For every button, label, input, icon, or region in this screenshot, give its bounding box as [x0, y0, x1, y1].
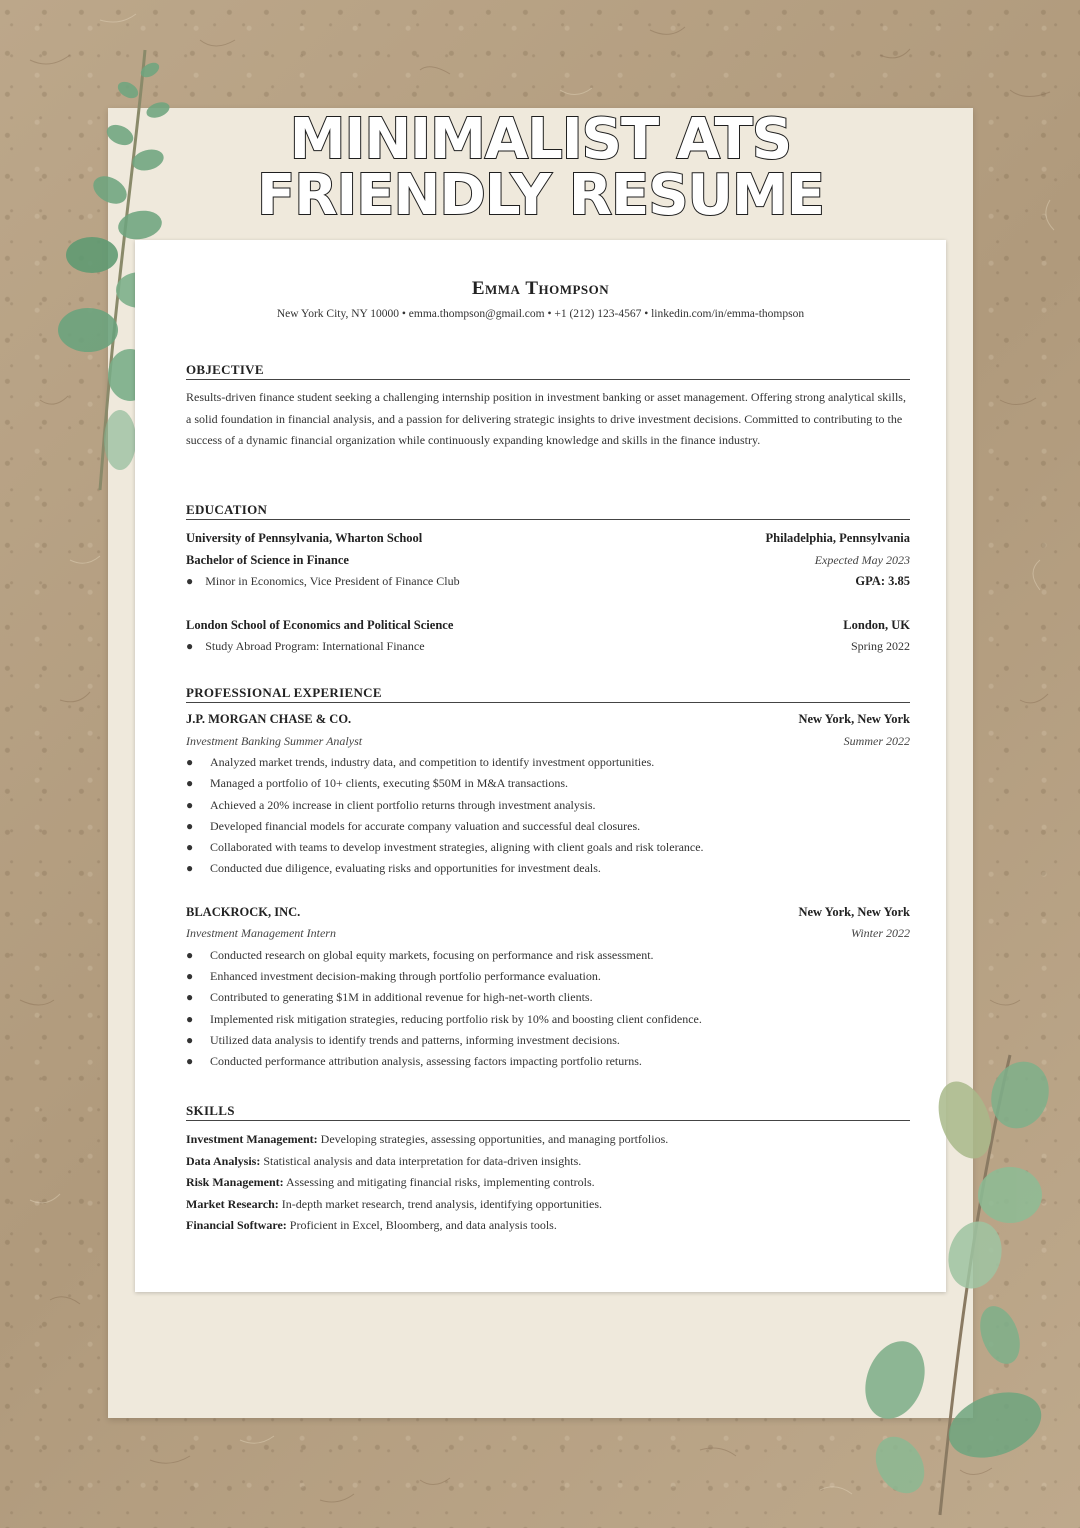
- section-title: EDUCATION: [186, 502, 910, 520]
- skill-line: Risk Management: Assessing and mitigating financial risks, implementing controls.: [186, 1175, 595, 1189]
- education-row: [186, 615, 910, 637]
- job-subheader: [186, 731, 910, 753]
- education-row: [186, 528, 910, 550]
- job-bullet: ● Analyzed market trends, industry data, and competition to identify investment opportunities.: [186, 755, 655, 769]
- job-bullet: ● Developed financial models for accurate company valuation and successful deal closures.: [186, 818, 641, 833]
- job-location: New York, New York: [798, 904, 910, 919]
- job-location: New York, New York: [798, 712, 910, 726]
- resume-sheet: [135, 240, 946, 1292]
- job-bullet: ● Conducted research on global equity markets, focusing on performance and risk assessment.: [186, 947, 654, 962]
- section-title: OBJECTIVE: [186, 362, 910, 380]
- job-role: Investment Banking Summer Analyst: [186, 733, 363, 748]
- education-bullet: ● Minor in Economics, Vice President of Finance Club: [186, 574, 460, 588]
- skill-line: Investment Management: Developing strategies, assessing opportunities, and managing portfolios.: [186, 1132, 669, 1146]
- job-bullet: ● Implemented risk mitigation strategies, reducing portfolio risk by 10% and boosting client confidence.: [186, 1011, 702, 1026]
- job-subheader: [186, 923, 910, 945]
- job-header: [186, 902, 910, 924]
- degree: Bachelor of Science in Finance: [186, 552, 349, 567]
- skill-line: Financial Software: Proficient in Excel, Bloomberg, and data analysis tools.: [186, 1218, 557, 1232]
- banner-title: [108, 107, 973, 228]
- skill-line: Data Analysis: Statistical analysis and data interpretation for data-driven insights.: [186, 1153, 582, 1168]
- education-section: [186, 502, 910, 658]
- banner-line-2: FRIENDLY RESUME: [257, 163, 824, 228]
- banner-line-1: MINIMALIST ATS: [289, 107, 792, 172]
- objective-section: [186, 362, 910, 452]
- education-row: [186, 550, 910, 572]
- experience-section: [186, 685, 910, 1073]
- job-bullet: ● Conducted due diligence, evaluating risks and opportunities for investment deals.: [186, 861, 601, 876]
- job-bullet: ● Managed a portfolio of 10+ clients, executing $50M in M&A transactions.: [186, 776, 569, 791]
- school-location: London, UK: [843, 617, 910, 632]
- school-name: University of Pennsylvania, Wharton School: [186, 531, 423, 545]
- resume-name: Emma Thompson: [471, 278, 610, 299]
- job-bullet: ● Utilized data analysis to identify trends and patterns, informing investment decisions.: [186, 1032, 620, 1047]
- gpa: GPA: 3.85: [855, 574, 910, 588]
- job-bullet: ● Achieved a 20% increase in client portfolio returns through investment analysis.: [186, 797, 596, 812]
- education-date: Expected May 2023: [814, 552, 910, 567]
- skills-section: [186, 1103, 910, 1237]
- education-row: [186, 571, 910, 593]
- job-bullet: ● Contributed to generating $1M in additional revenue for high-net-worth clients.: [186, 990, 593, 1005]
- job-header: [186, 709, 910, 731]
- school-name: London School of Economics and Political Science: [186, 617, 454, 632]
- eucalyptus-leaves-bottom-right-icon: [860, 1035, 1060, 1520]
- job-date: Winter 2022: [851, 926, 910, 941]
- education-bullet: ● Study Abroad Program: International Finance: [186, 639, 425, 653]
- resume-contact: New York City, NY 10000 • emma.thompson@gmail.com • +1 (212) 123-4567 • linkedin.com/in/emma-thompson: [276, 308, 805, 320]
- company-name: BLACKROCK, INC.: [186, 904, 301, 919]
- job-bullet: ● Enhanced investment decision-making through portfolio performance evaluation.: [186, 969, 601, 984]
- section-title: PROFESSIONAL EXPERIENCE: [186, 685, 910, 703]
- skill-line: Market Research: In-depth market research, trend analysis, identifying opportunities.: [186, 1196, 602, 1211]
- education-row: [186, 636, 910, 658]
- job-bullet: ● Conducted performance attribution analysis, assessing factors impacting portfolio returns.: [186, 1054, 642, 1069]
- job-date: Summer 2022: [843, 733, 910, 748]
- job-bullet: ● Collaborated with teams to develop investment strategies, aligning with client goals and risk tolerance.: [186, 840, 704, 855]
- section-title: SKILLS: [186, 1103, 910, 1121]
- company-name: J.P. MORGAN CHASE & CO.: [186, 712, 352, 726]
- objective-text: Results-driven finance student seeking a challenging internship position in investment banking or asset management. Offering strong analytical skills, a solid foundation in financial analysis, and a passion for delivering strategic insights to drive investment decisions. Committed to contributing to the success of a dynamic financial organization while continuously expanding knowledge and skills in the finance industry.: [186, 390, 906, 447]
- job-role: Investment Management Intern: [186, 926, 336, 941]
- school-location: Philadelphia, Pennsylvania: [765, 531, 910, 545]
- education-date: Spring 2022: [850, 639, 910, 653]
